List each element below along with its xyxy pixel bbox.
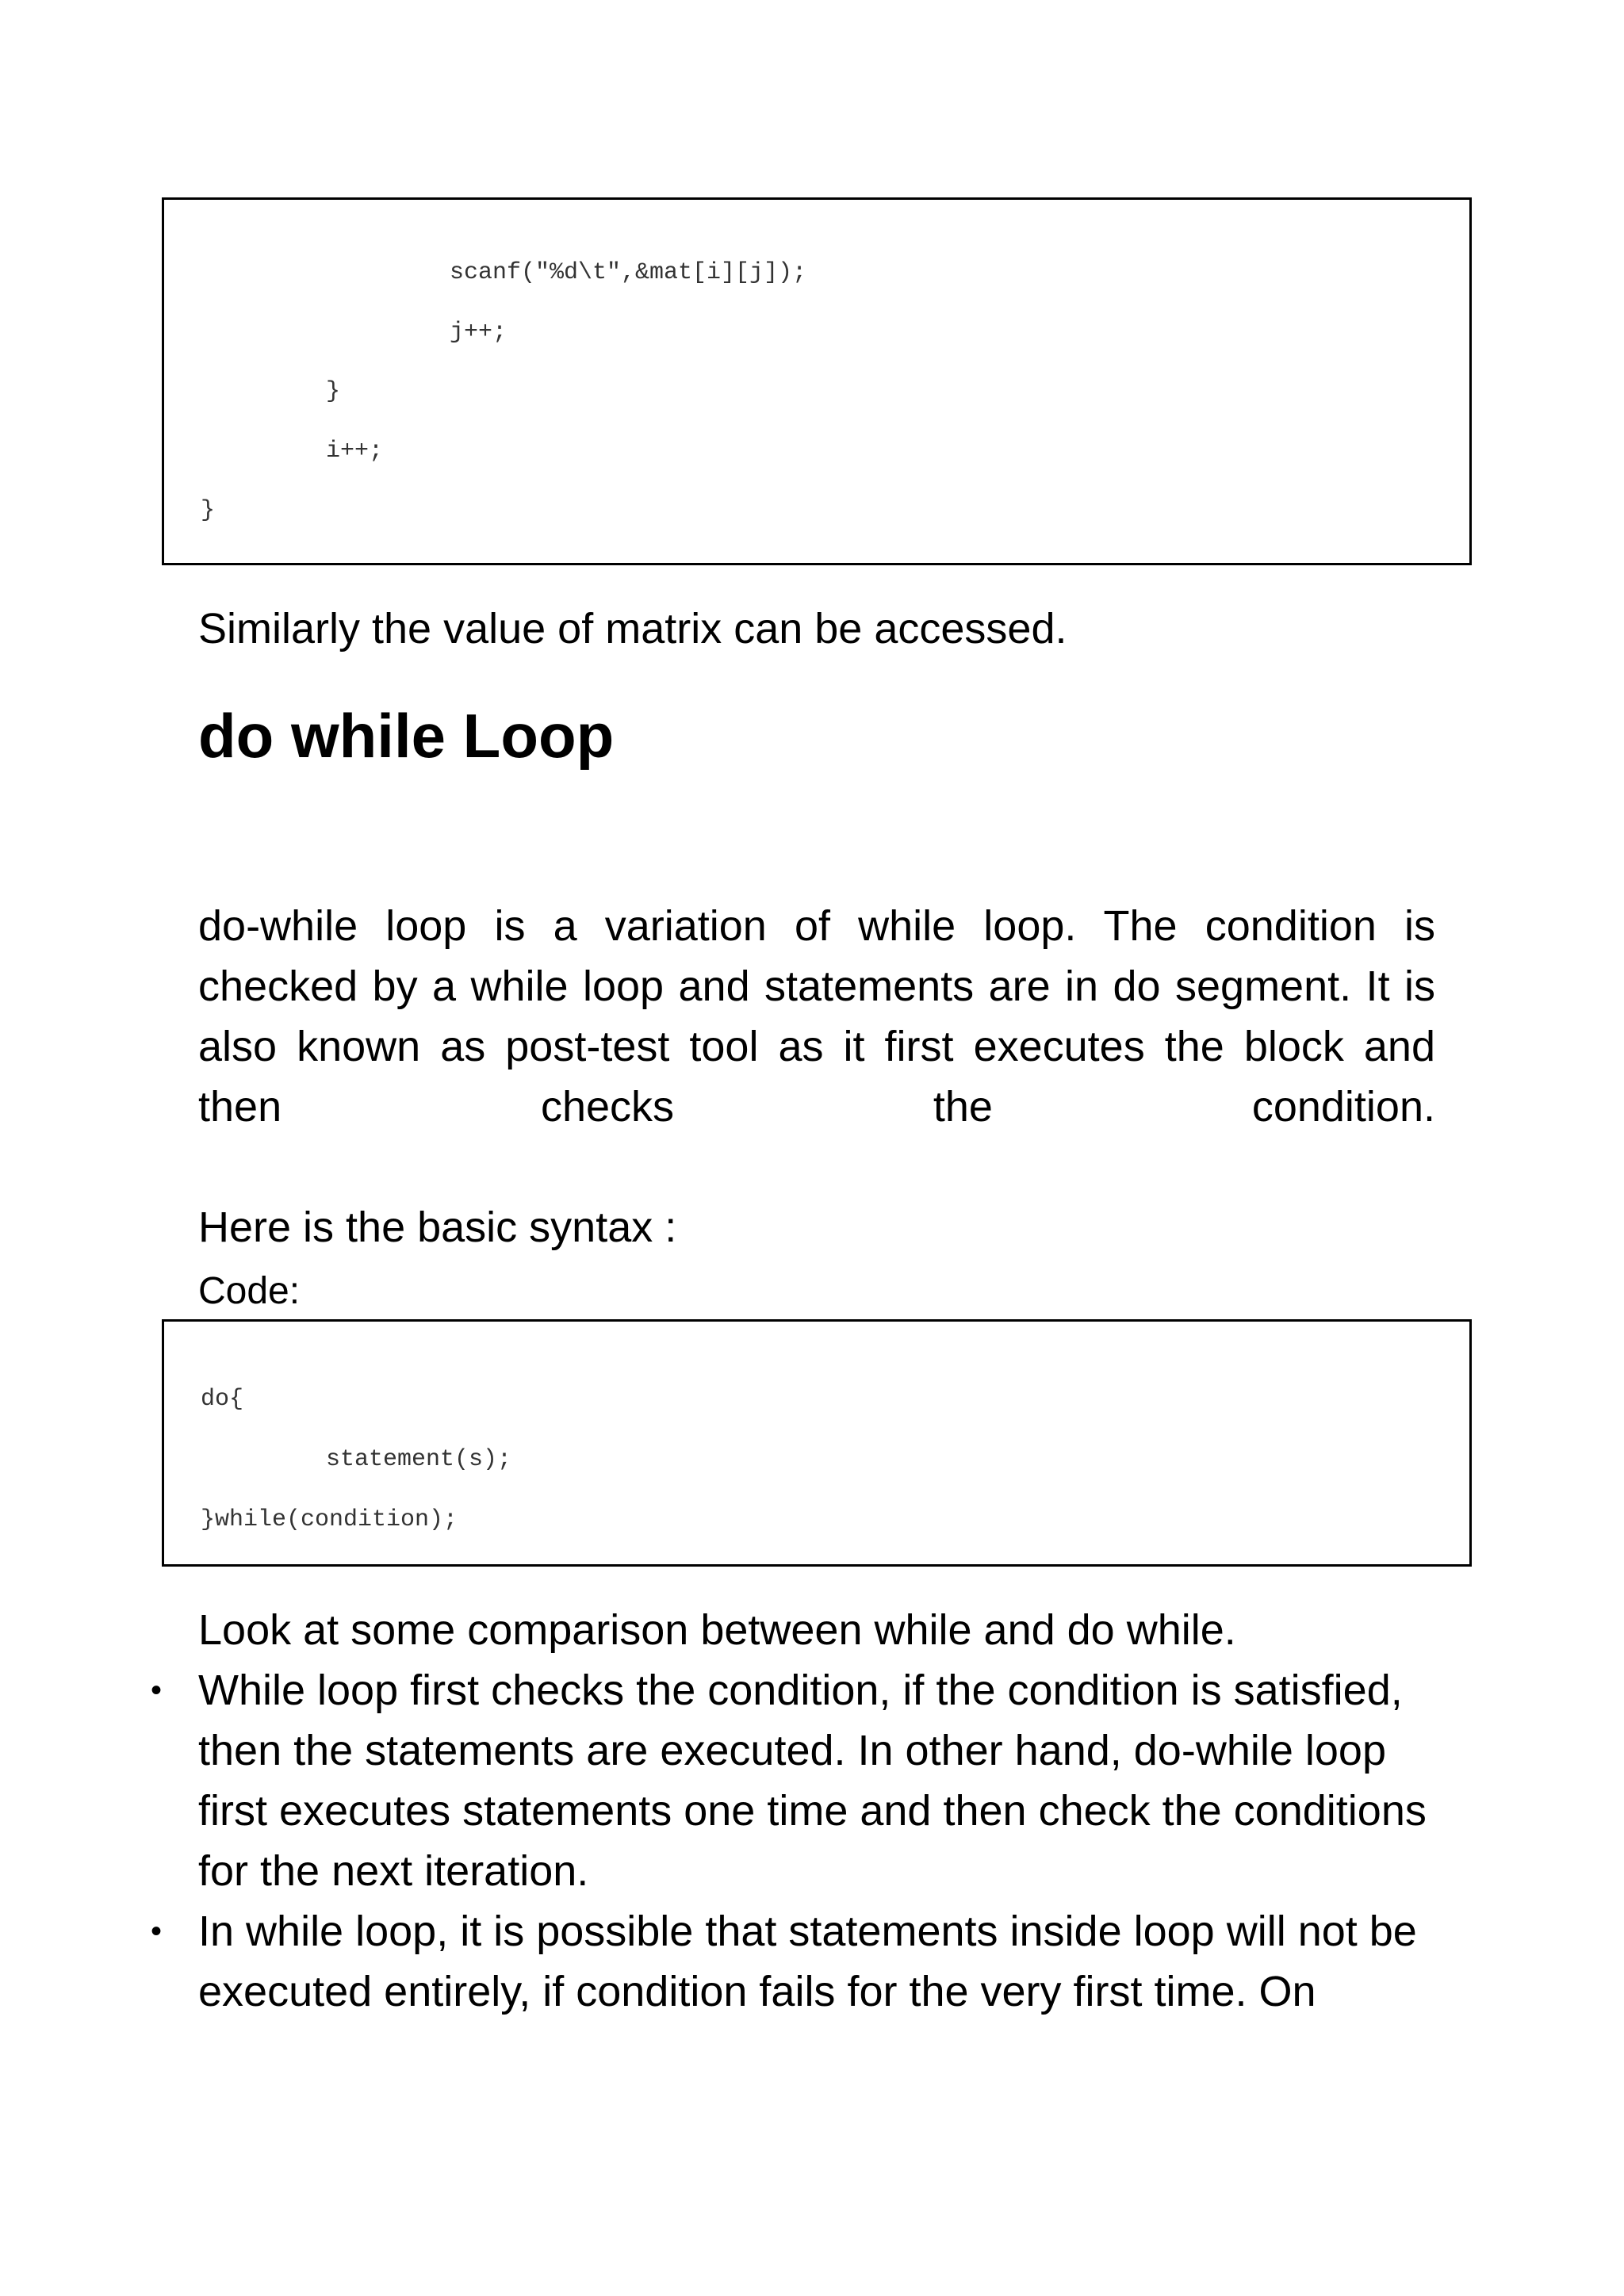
section-heading: do while Loop [198, 701, 615, 771]
code-line: } [201, 497, 216, 524]
bullet-icon: • [151, 1914, 163, 1949]
comparison-list [143, 1660, 1459, 2022]
code-line: scanf("%d\t",&mat[i][j]); [450, 259, 807, 286]
list-item-text: While loop first checks the condition, if the condition is satisfied, then the statements are executed. In other hand, do-while loop first executes statements one time and then check the conditions for the next iteration. [198, 1667, 1427, 1895]
list-item-text: In while loop, it is possible that statements inside loop will not be executed entirely, if condition fails for the very first time. On [198, 1908, 1417, 2015]
syntax-intro: Here is the basic syntax : [198, 1203, 677, 1251]
paragraph-line: also known as post-test tool as it first executes the block and [198, 1023, 1435, 1070]
code-line: } [326, 378, 341, 405]
list-item [143, 1901, 1459, 2022]
bullet-icon: • [151, 1673, 163, 1708]
do-while-description [198, 896, 1435, 1137]
code-label: Code: [198, 1270, 301, 1312]
code-line: statement(s); [326, 1446, 512, 1473]
code-line: j++; [450, 319, 508, 346]
code-line: }while(condition); [201, 1506, 458, 1533]
paragraph-line: do-while loop is a variation of while loop. The condition is [198, 902, 1435, 950]
paragraph-line: then checks the condition. [198, 1083, 1435, 1131]
code-line: i++; [326, 438, 384, 465]
matrix-access-sentence: Similarly the value of matrix can be accessed. [198, 605, 1067, 652]
comparison-intro: Look at some comparison between while and do while. [198, 1606, 1236, 1654]
code-block-matrix-input [162, 197, 1472, 565]
code-line: do{ [201, 1386, 244, 1413]
code-block-syntax [162, 1319, 1472, 1567]
paragraph-line: checked by a while loop and statements are in do segment. It is [198, 962, 1435, 1010]
list-item [143, 1660, 1459, 1901]
